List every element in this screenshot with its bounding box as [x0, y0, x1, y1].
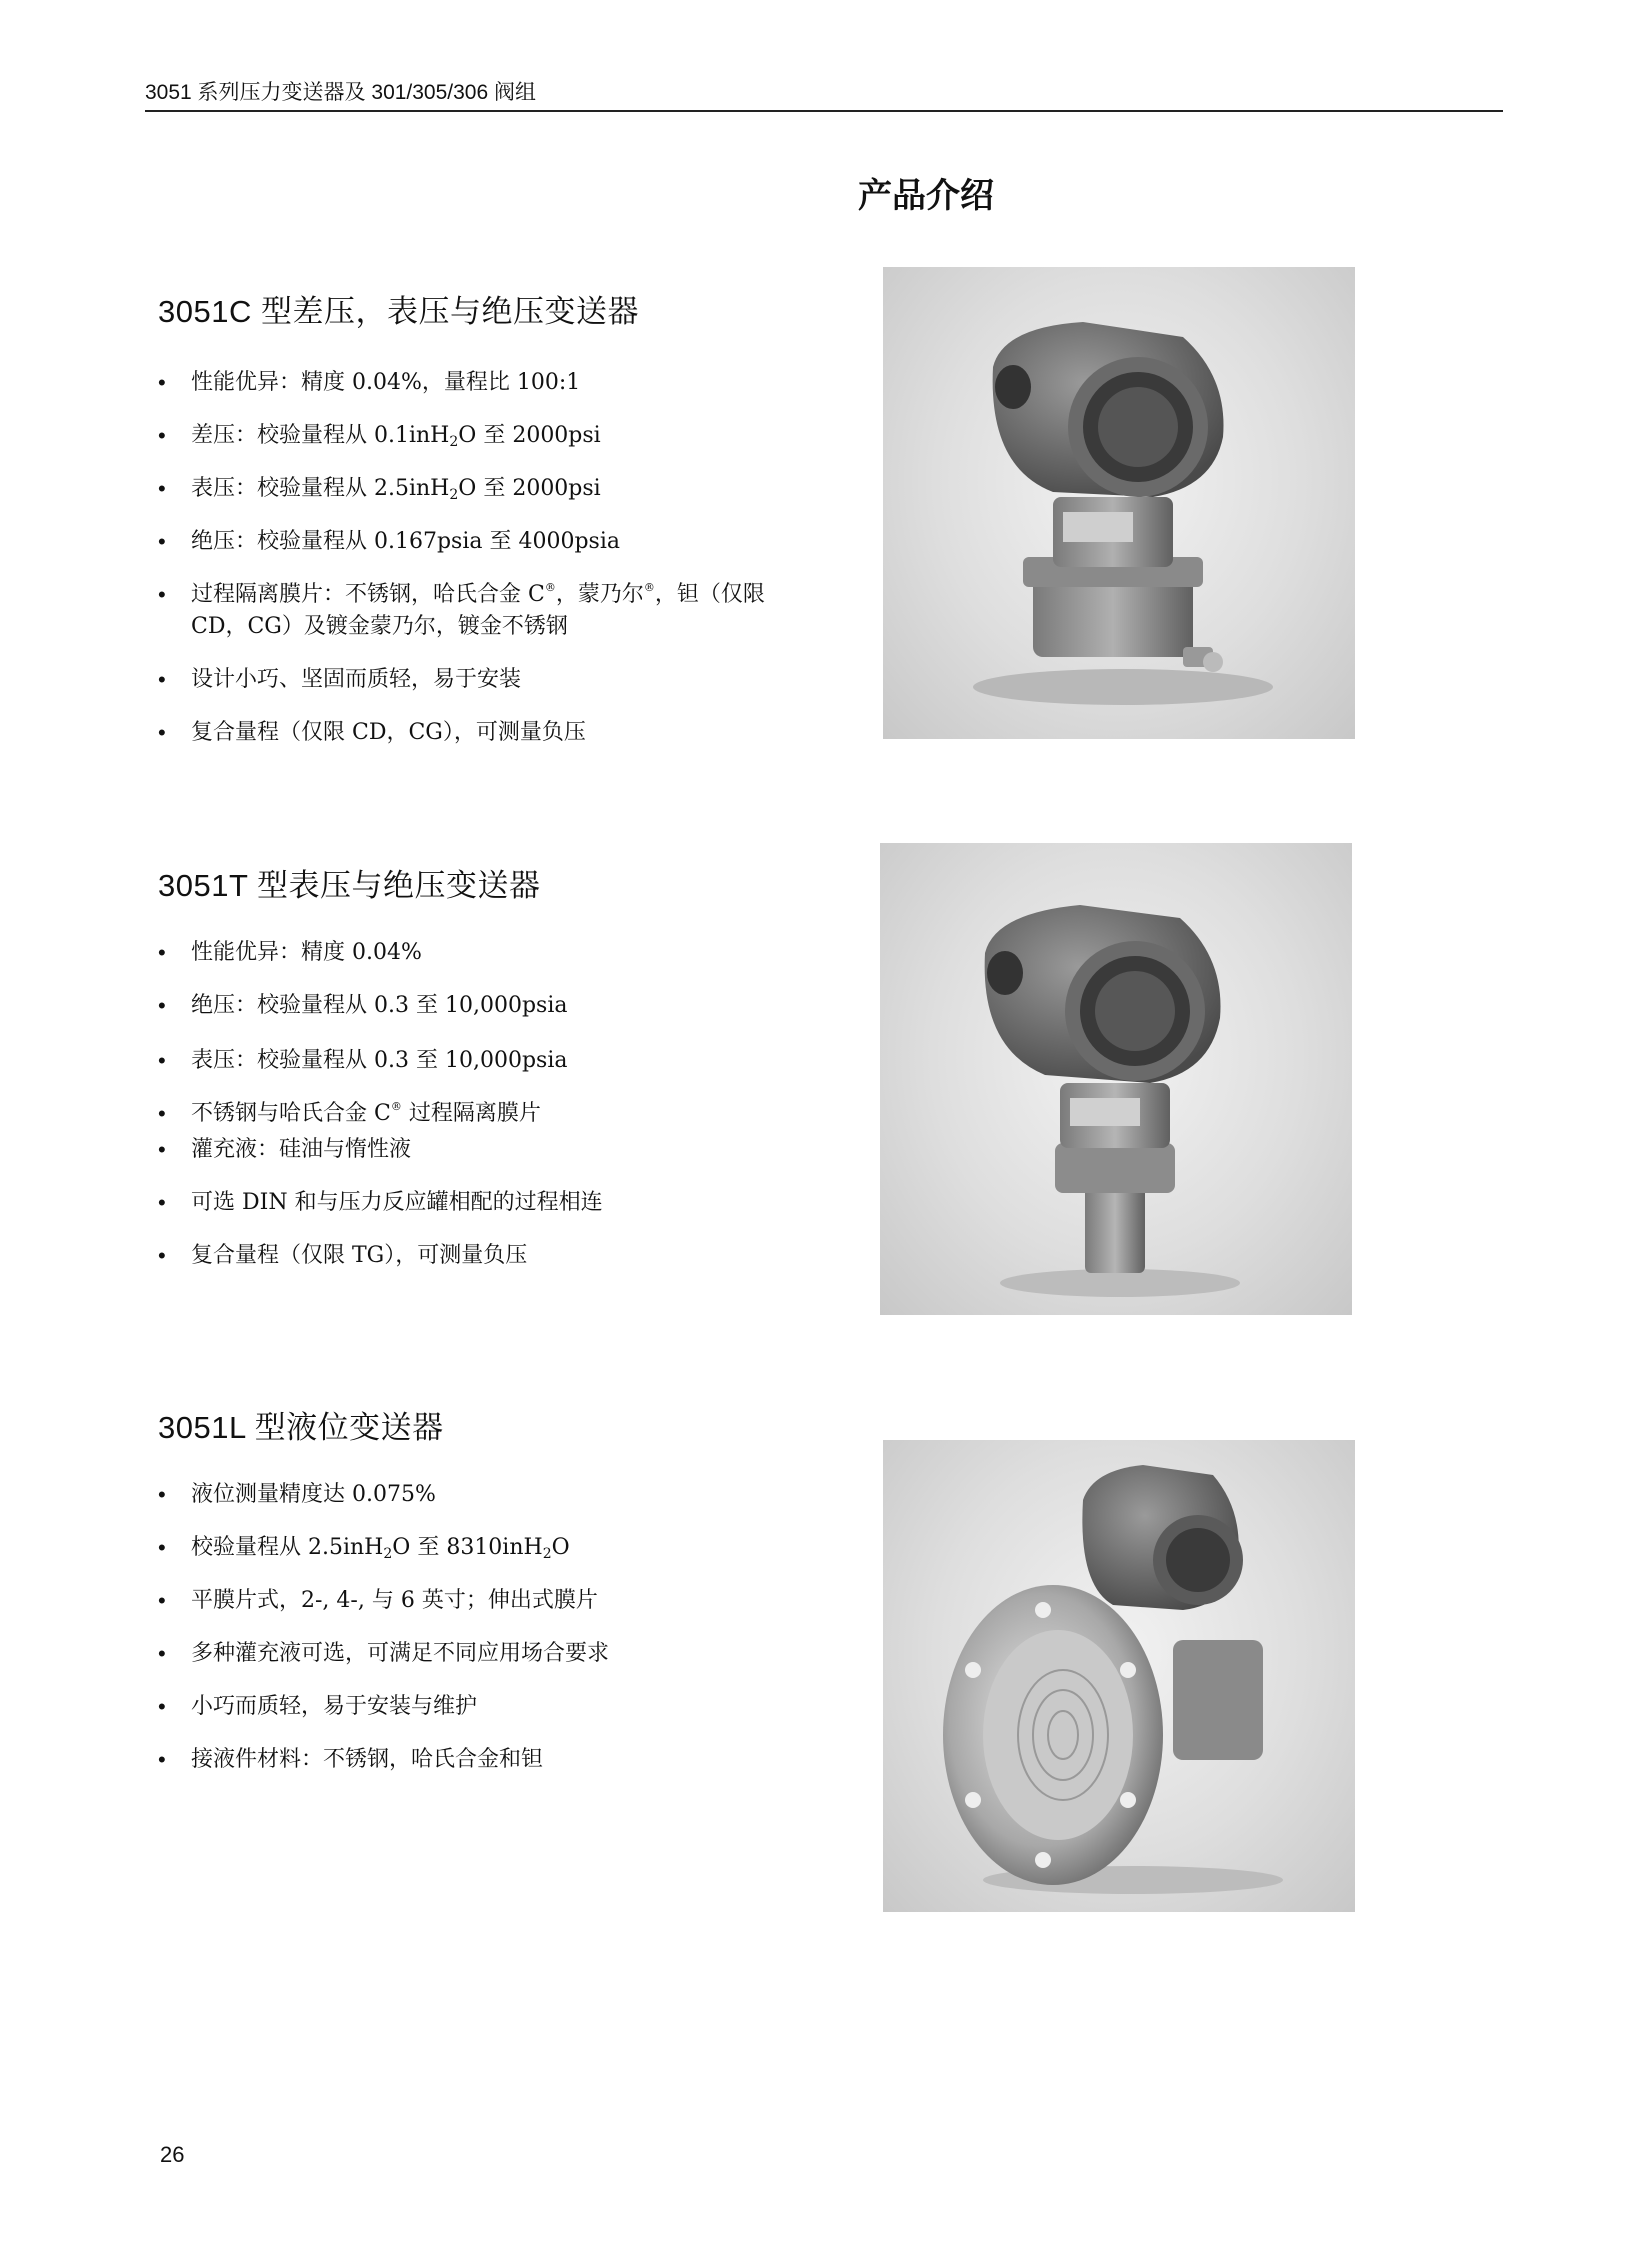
- list-item: • 不锈钢与哈氏合金 C® 过程隔离膜片: [158, 1098, 858, 1130]
- list-item: • 接液件材料：不锈钢，哈氏合金和钽: [158, 1744, 858, 1776]
- transmitter-illustration: [883, 267, 1355, 739]
- section-3051c: [158, 286, 858, 749]
- list-item: • 液位测量精度达 0.075%: [158, 1479, 858, 1511]
- list-item: • 性能优异：精度 0.04%: [158, 937, 858, 969]
- list-item: • 表压：校验量程从 0.3 至 10,000psia: [158, 1045, 858, 1077]
- product-photo-3051t: [880, 843, 1352, 1315]
- list-item: • 复合量程（仅限 CD，CG），可测量负压: [158, 717, 858, 749]
- list-item: • 可选 DIN 和与压力反应罐相配的过程相连: [158, 1187, 858, 1219]
- list-item: • 过程隔离膜片：不锈钢，哈氏合金 C®，蒙乃尔®，钽（仅限 CD，CG）及镀金蒙乃尔，镀金不锈钢: [158, 579, 771, 643]
- section-heading: 3051T 型表压与绝压变送器: [158, 868, 541, 903]
- bullet-list: [158, 367, 858, 749]
- list-item: • 灌充液：硅油与惰性液: [158, 1134, 858, 1166]
- product-photo-3051l: [883, 1440, 1355, 1912]
- list-item: • 表压：校验量程从 2.5inH$_2$O 至 2000psi: [158, 473, 858, 505]
- list-item: • 平膜片式，2-, 4-, 与 6 英寸；伸出式膜片: [158, 1585, 858, 1617]
- list-item: • 性能优异：精度 0.04%，量程比 100:1: [158, 367, 858, 399]
- list-item: • 绝压：校验量程从 0.167psia 至 4000psia: [158, 526, 858, 558]
- list-item: • 绝压：校验量程从 0.3 至 10,000psia: [158, 990, 858, 1022]
- level-transmitter-illustration: [883, 1440, 1355, 1912]
- section-3051t: [158, 860, 858, 1272]
- section-3051l: [158, 1402, 858, 1776]
- running-header-text: 3051 系列压力变送器及 301/305/306 阀组: [145, 81, 537, 104]
- list-item: • 多种灌充液可选，可满足不同应用场合要求: [158, 1638, 858, 1670]
- page-number: 26: [160, 2142, 185, 2167]
- list-item: • 设计小巧、坚固而质轻，易于安装: [158, 664, 858, 696]
- page-title: 产品介绍: [858, 177, 994, 215]
- section-heading: 3051L 型液位变送器: [158, 1410, 444, 1445]
- transmitter-illustration: [880, 843, 1352, 1315]
- running-header: [145, 80, 1503, 112]
- list-item: • 差压：校验量程从 0.1inH$_2$O 至 2000psi: [158, 420, 858, 452]
- list-item: • 复合量程（仅限 TG），可测量负压: [158, 1240, 858, 1272]
- bullet-list: [158, 937, 858, 1272]
- list-item: • 小巧而质轻，易于安装与维护: [158, 1691, 858, 1723]
- list-item: • 校验量程从 2.5inH$_2$O 至 8310inH$_2$O: [158, 1532, 858, 1564]
- section-heading: 3051C 型差压，表压与绝压变送器: [158, 294, 639, 329]
- product-photo-3051c: [883, 267, 1355, 739]
- bullet-list: [158, 1479, 858, 1776]
